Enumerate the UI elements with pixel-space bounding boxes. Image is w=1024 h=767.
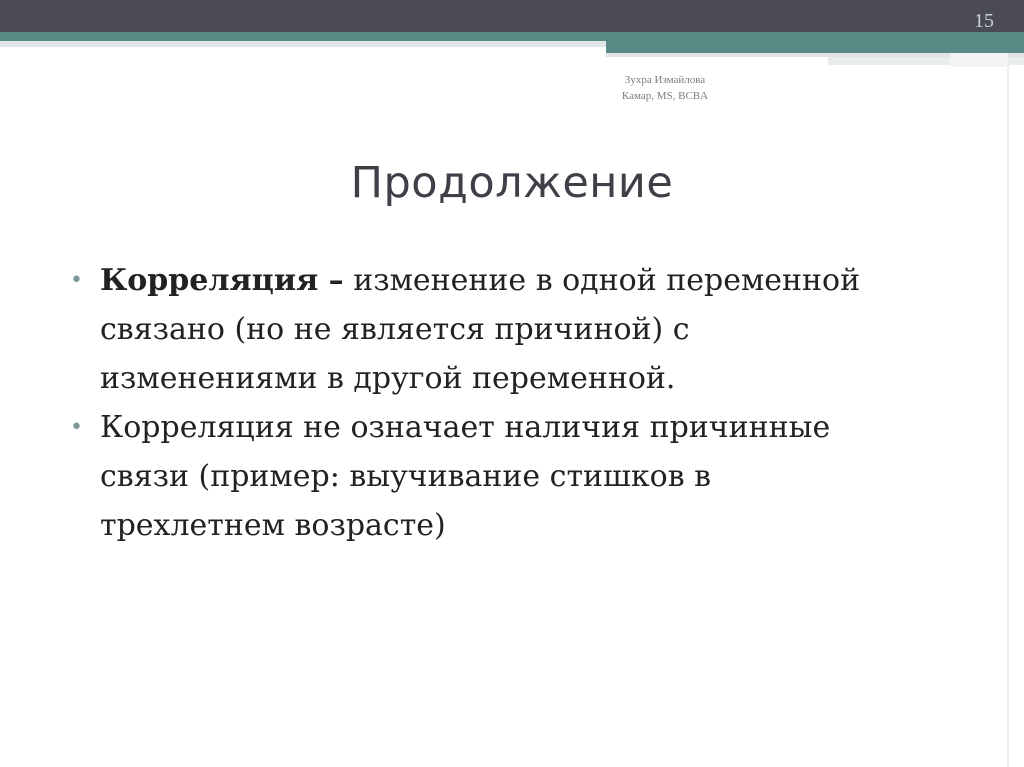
author-credentials: Камар, MS, BCBA <box>621 90 709 102</box>
page-number: 15 <box>974 10 994 32</box>
author-name: Зухра Измайлова <box>624 74 706 86</box>
header-band-light-left <box>0 41 606 47</box>
header-band-teal <box>0 32 1024 41</box>
bullet-text: Корреляция не означает наличия причинные связи (пример: выучивание стишков в трехлетнем возрасте) <box>100 410 831 543</box>
bullet-item-1 <box>70 256 890 403</box>
header-band-shadow <box>950 53 1008 67</box>
slide-title: Продолжение <box>350 158 674 208</box>
author-block <box>560 72 770 104</box>
bullet-list <box>70 256 890 550</box>
bullet-item-2 <box>70 403 890 550</box>
bullet-term: Корреляция – <box>100 263 344 298</box>
bullet-text: изменение в одной переменной связано (но не является причиной) с изменениями в другой переменной. <box>100 263 861 396</box>
header-band-teal-right <box>606 41 1024 53</box>
header-band-dark <box>0 0 1024 32</box>
bullet-dot: • <box>70 268 83 293</box>
bullet-dot: • <box>70 415 83 440</box>
